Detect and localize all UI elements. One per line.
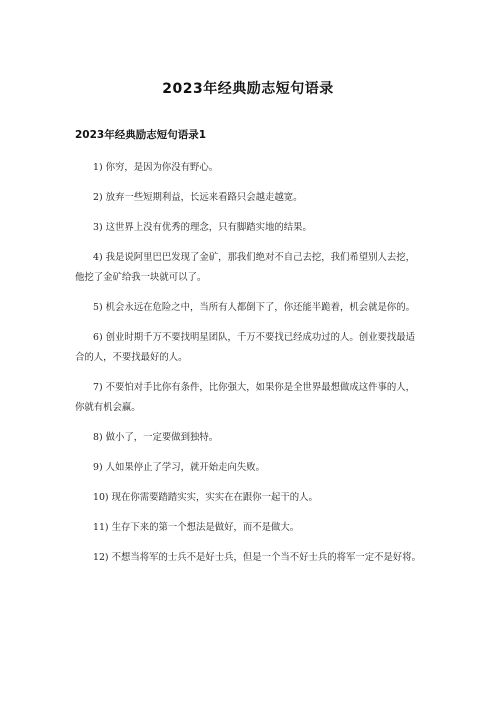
- quote-item: 8) 做小了，一定要做到独特。: [93, 432, 219, 443]
- section-heading: 2023年经典励志短句语录1: [75, 129, 207, 141]
- quote-item: 5) 机会永远在危险之中，当所有人都倒下了，你还能半跪着，机会就是你的。: [93, 302, 415, 313]
- quote-item: 3) 这世界上没有优秀的理念，只有脚踏实地的结果。: [93, 222, 312, 233]
- quote-list: [75, 158, 421, 578]
- quote-item: 7) 不要怕对手比你有条件，比你强大，如果你是全世界最想做成这件事的人，你就有机会赢。: [75, 382, 415, 413]
- document-title: 2023年经典励志短句语录: [162, 81, 334, 97]
- quote-item: 10) 现在你需要踏踏实实，实实在在跟你一起干的人。: [93, 492, 318, 503]
- quote-item: 1) 你穷，是因为你没有野心。: [93, 162, 219, 173]
- quote-item: 11) 生存下来的第一个想法是做好，而不是做大。: [93, 522, 300, 533]
- quote-item: 12) 不想当将军的士兵不是好士兵，但是一个当不好士兵的将军一定不是好将。: [93, 552, 421, 563]
- quote-item: 4) 我是说阿里巴巴发现了金矿，那我们绝对不自己去挖，我们希望别人去挖，他挖了金矿给我一块就可以了。: [75, 252, 415, 283]
- quote-item: 2) 放弃一些短期利益，长远来看路只会越走越宽。: [93, 192, 303, 203]
- quote-item: 9) 人如果停止了学习，就开始走向失败。: [93, 462, 265, 473]
- quote-item: 6) 创业时期千万不要找明星团队，千万不要找已经成功过的人。创业要找最适合的人，不要找最好的人。: [75, 332, 415, 363]
